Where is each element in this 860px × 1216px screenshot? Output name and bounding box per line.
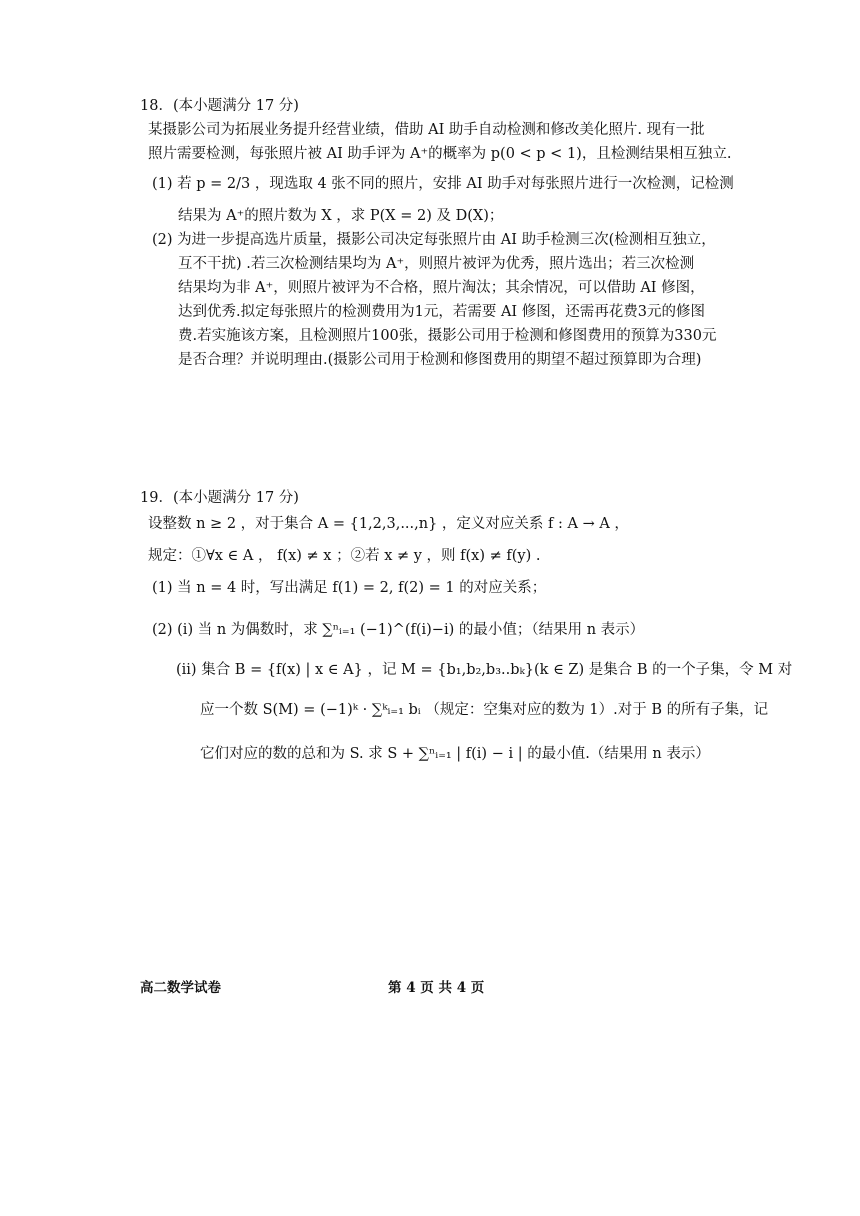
q18-part2-line-4: 达到优秀.拟定每张照片的检测费用为1元，若需要 AI 修图，还需再花费3元的修图 [178, 304, 705, 320]
q19-header: 19．(本小题满分 17 分) [140, 490, 299, 506]
q18-intro-line-2: 照片需要检测，每张照片被 AI 助手评为 A⁺的概率为 p(0 < p < 1)，且检测结果相互独立. [148, 146, 732, 162]
q19-part2-ii-line-2: 应一个数 S(M) = (−1)ᵏ · ∑ᵏᵢ₌₁ bᵢ （规定：空集对应的数为 1）.对于 B 的所有子集，记 [200, 702, 769, 718]
footer-subject: 高二数学试卷 [140, 980, 221, 996]
q19-part2-i: (2) (i) 当 n 为偶数时，求 ∑ⁿᵢ₌₁ (−1)^(f(i)−i) 的最小值；（结果用 n 表示） [152, 622, 645, 638]
q19-part2-ii-line-3: 它们对应的数的总和为 S. 求 S + ∑ⁿᵢ₌₁ | f(i) − i | 的最小值.（结果用 n 表示） [200, 746, 710, 762]
q19-part2-ii-line-1: (ii) 集合 B = {f(x) | x ∈ A} ，记 M = {b₁,b₂,b₃..bₖ}(k ∈ Z) 是集合 B 的一个子集，令 M 对 [176, 662, 793, 678]
q18-header: 18．(本小题满分 17 分) [140, 98, 299, 114]
q18-part2-line-6: 是否合理？并说明理由.(摄影公司用于检测和修图费用的期望不超过预算即为合理) [178, 352, 702, 368]
q18-part1-line-1: (1) 若 p = 2/3 ，现选取 4 张不同的照片，安排 AI 助手对每张照片进行一次检测，记检测 [152, 176, 734, 192]
q19-intro-line-1: 设整数 n ≥ 2 ，对于集合 A = {1,2,3,...,n} ，定义对应关系 f : A → A ， [148, 516, 629, 532]
q18-part1-line-2: 结果为 A⁺的照片数为 X ，求 P(X = 2) 及 D(X)； [178, 208, 504, 224]
footer-page-number: 第 4 页 共 4 页 [388, 980, 485, 996]
q19-intro-line-2: 规定：①∀x ∈ A ， f(x) ≠ x ；②若 x ≠ y ，则 f(x) ≠ f(y) . [148, 548, 541, 564]
q19-part1: (1) 当 n = 4 时，写出满足 f(1) = 2, f(2) = 1 的对应关系； [152, 580, 547, 596]
q18-intro-line-1: 某摄影公司为拓展业务提升经营业绩，借助 AI 助手自动检测和修改美化照片. 现有一批 [148, 122, 705, 138]
q18-part2-line-1: (2) 为进一步提高选片质量，摄影公司决定每张照片由 AI 助手检测三次(检测相互独立， [152, 232, 716, 248]
q18-part2-line-3: 结果均为非 A⁺，则照片被评为不合格，照片淘汰；其余情况，可以借助 AI 修图， [178, 280, 705, 296]
q18-part2-line-5: 费.若实施该方案，且检测照片100张，摄影公司用于检测和修图费用的预算为330元 [178, 328, 717, 344]
q18-part2-line-2: 互不干扰) .若三次检测结果均为 A⁺，则照片被评为优秀，照片选出；若三次检测 [178, 256, 695, 272]
